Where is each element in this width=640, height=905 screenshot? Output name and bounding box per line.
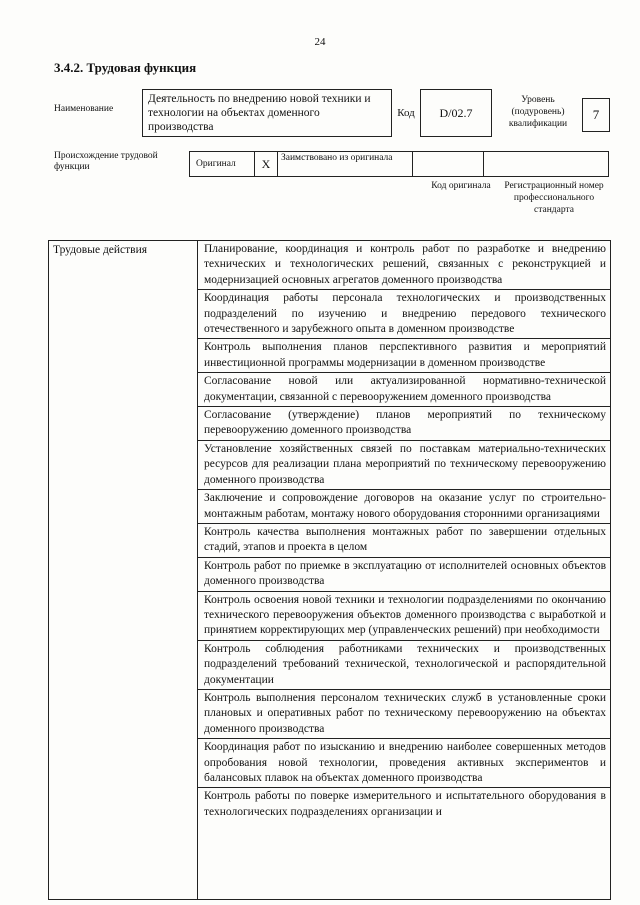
labor-action-item: Планирование, координация и контроль работ по разработке и внедрению технических и технологических решений, связанных с реконструкцией и модернизацией основных агрегатов доменного производства (198, 241, 610, 290)
qualification-level: 7 (582, 98, 610, 132)
labor-action-item: Контроль освоения новой техники и технологии подразделениями по окончанию технического перевооружения объектов доменного производства с выработкой и принятием корректирующих мер (управленческих решений) при необходимости (198, 592, 610, 641)
labor-action-item: Заключение и сопровождение договоров на оказание услуг по строительно-монтажным работам, монтажу нового оборудования сторонними организациями (198, 490, 610, 524)
registration-number-cell (483, 151, 609, 177)
labor-action-item: Установление хозяйственных связей по поставкам материально-технических ресурсов для реализации плана мероприятий по техническому перевооружению доменного производства (198, 441, 610, 490)
labor-action-item: Контроль выполнения персоналом технических служб в установленные сроки плановых и оперативных работ по техническому перевооружению на объектах доменного производства (198, 690, 610, 739)
code-label: Код (397, 107, 415, 119)
original-code-cell (412, 151, 484, 177)
registration-number-caption: Регистрационный номер профессионального стандарта (504, 181, 604, 215)
labor-actions-list (198, 241, 611, 900)
original-label: Оригинал (189, 151, 255, 177)
section-title: 3.4.2. Трудовая функция (54, 60, 197, 75)
labor-action-item: Контроль работы по поверке измерительного и испытательного оборудования в технологических подразделениях организации и (204, 790, 606, 818)
original-code-caption: Код оригинала (431, 181, 491, 191)
labor-action-item: Согласование новой или актуализированной нормативно-технической документации, связанной с перевооружением доменного производства (198, 373, 610, 407)
labor-action-item: Координация работы персонала технологических и производственных подразделений по изучению и внедрению передового технического отечественного и зарубежного опыта в доменном производстве (198, 290, 610, 339)
function-name: Деятельность по внедрению новой техники и технологии на объектах доменного производства (142, 89, 392, 137)
labor-actions-label: Трудовые действия (49, 241, 198, 900)
labor-actions-table (48, 240, 611, 900)
labor-action-item: Согласование (утверждение) планов мероприятий по техническому перевооружению доменного производства (198, 407, 610, 441)
labor-action-item: Контроль качества выполнения монтажных работ по завершении отдельных стадий, этапов и проекта в целом (198, 524, 610, 558)
name-label: Наименование (54, 104, 114, 114)
page-number: 24 (314, 36, 326, 48)
origin-label: Происхождение трудовой функции (54, 151, 158, 172)
labor-action-item: Координация работ по изысканию и внедрению наиболее совершенных методов опробования новой технологии, проведения активных экспериментов и балансовых плавок на объектах доменного производства (198, 739, 610, 788)
origin-row (189, 151, 610, 177)
labor-action-item: Контроль работ по приемке в эксплуатацию от исполнителей основных объектов доменного производства (198, 558, 610, 592)
borrowed-label: Заимствовано из оригинала (277, 151, 413, 177)
labor-action-item: Контроль выполнения планов перспективного развития и мероприятий инвестиционной программы модернизации в доменном производстве (198, 339, 610, 373)
original-mark: X (254, 151, 278, 177)
function-code: D/02.7 (420, 89, 492, 137)
qualification-level-label: Уровень (подуровень) квалификации (508, 95, 568, 129)
labor-action-item: Контроль соблюдения работниками технических и производственных подразделений требований технической, технологической и распорядительной документации (198, 641, 610, 690)
